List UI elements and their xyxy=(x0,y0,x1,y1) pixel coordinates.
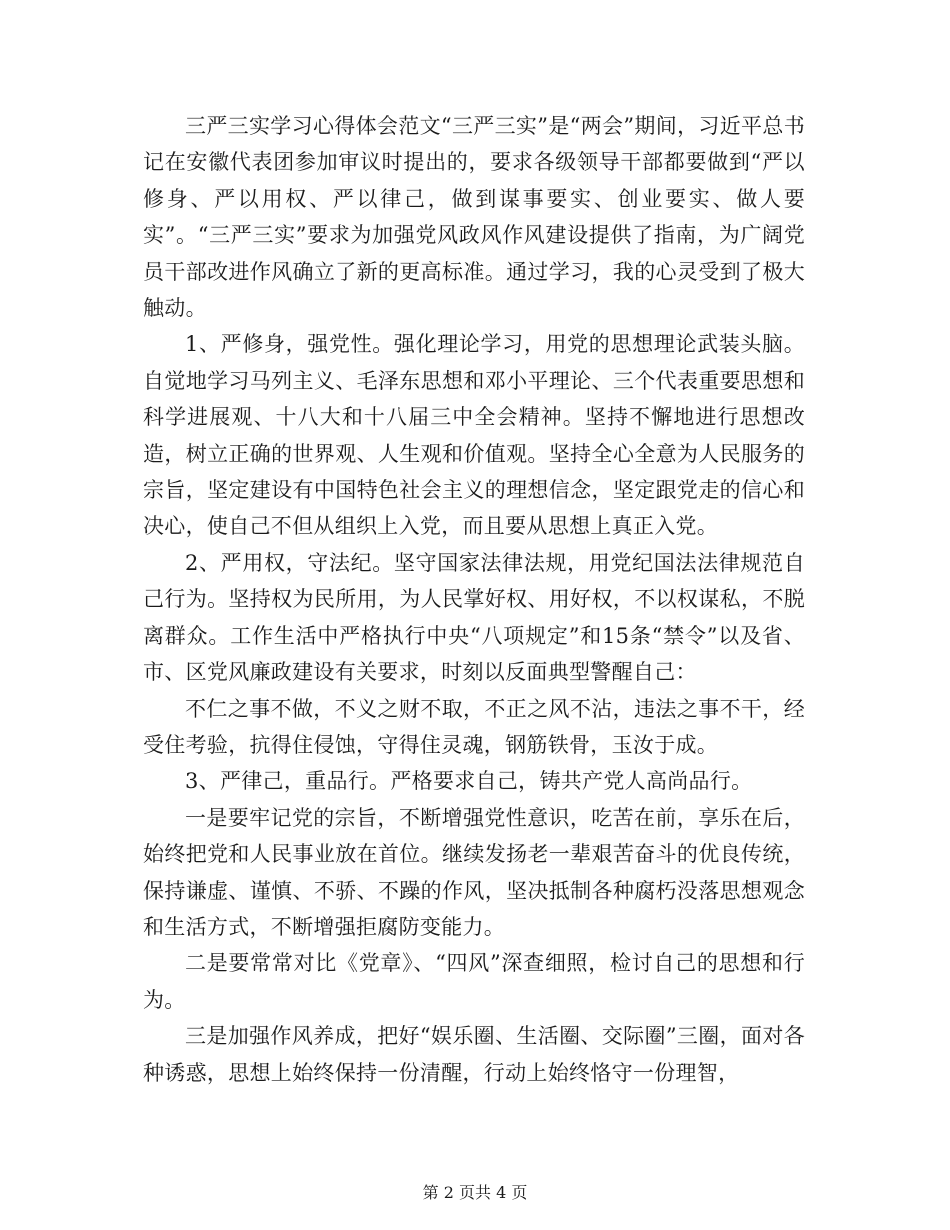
paragraph-point-2: 2、严用权，守法纪。坚守国家法律法规，用党纪国法法律规范自己行为。坚持权为民所用，为人民掌好权、用好权，不以权谋私，不脱离群众。工作生活中严格执行中央“八项规定”和15条“禁令”以及省、市、区党风廉政建设有关要求，时刻以反面典型警醒自己： xyxy=(143,550,805,685)
paragraph-point-2-continued: 不仁之事不做，不义之财不取，不正之风不沾，违法之事不干，经受住考验，抗得住侵蚀，守得住灵魂，钢筋铁骨，玉汝于成。 xyxy=(143,696,805,757)
paragraph-point-3: 3、严律己，重品行。严格要求自己，铸共产党人高尚品行。 xyxy=(185,769,753,794)
paragraph-point-3-third: 三是加强作风养成，把好“娱乐圈、生活圈、交际圈”三圈，面对各种诱惑，思想上始终保持一份清醒，行动上始终恪守一份理智， xyxy=(143,1024,805,1085)
paragraph-point-1: 1、严修身，强党性。强化理论学习，用党的思想理论武装头脑。自觉地学习马列主义、毛泽东思想和邓小平理论、三个代表重要思想和科学进展观、十八大和十八届三中全会精神。坚持不懈地进行思想改造，树立正确的世界观、人生观和价值观。坚持全心全意为人民服务的宗旨，坚定建设有中国特色社会主义的理想信念，坚定跟党走的信心和决心，使自己不但从组织上入党，而且要从思想上真正入党。 xyxy=(143,332,805,539)
page-footer: 第 2 页共 4 页 xyxy=(422,1183,528,1202)
paragraph-point-3-first: 一是要牢记党的宗旨，不断增强党性意识，吃苦在前，享乐在后，始终把党和人民事业放在首位。继续发扬老一辈艰苦奋斗的优良传统，保持谦虚、谨慎、不骄、不躁的作风，坚决抵制各种腐朽没落思想观念和生活方式，不断增强拒腐防变能力。 xyxy=(143,805,805,939)
document-body xyxy=(143,108,805,1091)
paragraph-point-3-second: 二是要常常对比《党章》、“四风”深查细照，检讨自己的思想和行为。 xyxy=(143,951,805,1012)
paragraph-intro: 三严三实学习心得体会范文“三严三实”是“两会”期间，习近平总书记在安徽代表团参加审议时提出的，要求各级领导干部都要做到“严以修身、严以用权、严以律己，做到谋事要实、创业要实、做人要实”。“三严三实”要求为加强党风政风作风建设提供了指南，为广阔党员干部改进作风确立了新的更高标准。通过学习，我的心灵受到了极大触动。 xyxy=(143,114,805,321)
